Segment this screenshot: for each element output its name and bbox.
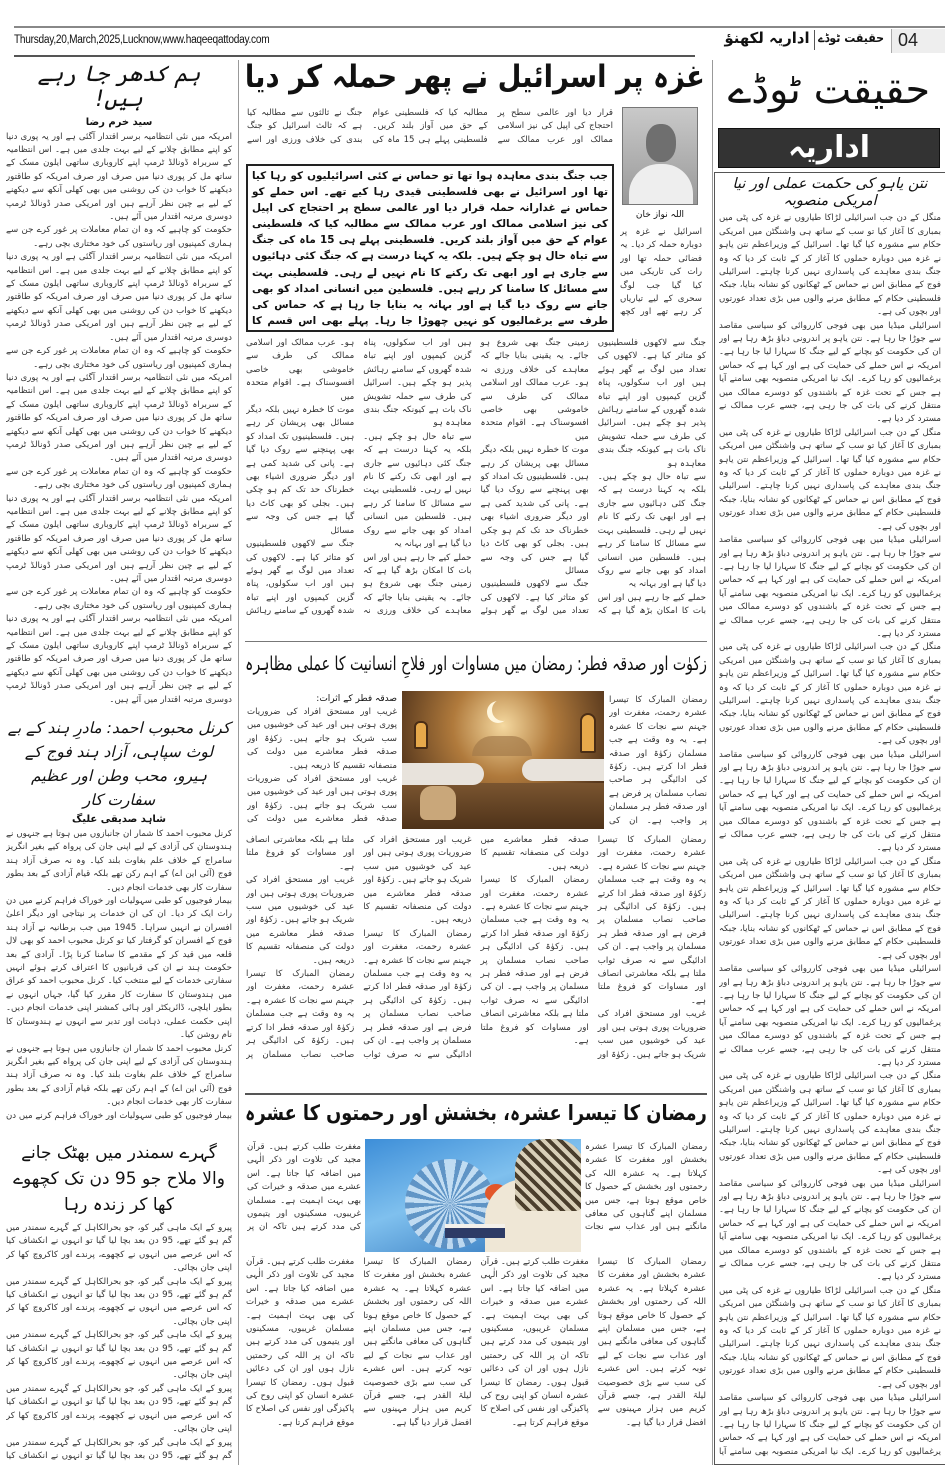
editorial-label-wrap <box>718 128 940 168</box>
zakat-subhead: صدقہ فطر کے اثرات: <box>316 694 397 704</box>
editorial-label: اداریہ <box>787 130 871 165</box>
photo-shoulders <box>629 164 693 205</box>
paragraph: مغفرت طلب کرتے ہیں۔ قرآن مجید کی تلاوت اور ذکر الٰہی میں اضافہ کیا جاتا ہے۔ اس عشرے میں صدقہ و خیرات کی بھی بہت اہمیت ہے۔ مسلمان غریبوں، مسکینوں اور یتیموں کی مدد کرتے ہیں تاکہ ان پر <box>247 1142 361 1233</box>
paragraph: پیرو کے ایک ماہی گیر کو، جو بحرالکاہل کے گہرے سمندر میں گم ہو گئے تھے، 95 دن بعد بچا لیا گیا تو انہوں نے انکشاف کیا <box>6 1437 232 1461</box>
paragraph: رمضان المبارک کا تیسرا عشرہ بخشش اور مغفرت کا عشرہ کہلاتا ہے۔ یہ عشرہ اللہ کی رحمتوں اور بخشش کے حصول کا خاص موقع ہوتا ہے، جس میں مسلمان اپنے گناہوں کی معافی مانگتے ہیں اور عذاب سے نجات کے لیے توبہ کرتے ہیں۔ اس عشرے کی سب سے بڑی خصوصیت لیلۃ القدر ہے، جسے قرآن کریم میں ہزار مہینوں سے افضل قرار دیا گیا ہے۔ <box>597 1257 706 1428</box>
zakat-image <box>402 691 604 829</box>
paragraph: منگل کے دن جب اسرائیلی لڑاکا طیاروں نے غزہ کی پٹی میں بمباری کا آغاز کیا تو سب کے ساتھ ہی واشنگٹن میں امریکی حکام سے مشورہ کیا گیا تھا۔ اسرائیل کے وزیراعظم نتن یاہو نے غزہ میں دوبارہ حملوں کا آغاز کر کے ثابت کر دیا کہ وہ جنگ بندی معاہدے کی پاسداری نہیں کرنا چاہتے۔ اسرائیلی فوج کے مطابق اس نے حماس کے ٹھکانوں کو نشانہ بنایا، جبکہ فلسطینی حکام کے مطابق مرنے والوں میں بڑی تعداد عورتوں اور بچوں کی ہے۔ <box>719 427 941 532</box>
paragraph: امریکہ میں نئی انتظامیہ برسر اقتدار آگئی ہے اور یہ پوری دنیا کو اپنے مطابق چلانے کے لیے بہت جلدی میں ہے۔ اس انتظامیہ کے سربراہ ڈونالڈ ٹرمپ اپنے کاروباری ساتھی ایلون مسک کے ساتھ مل کر پوری دنیا میں صرف اور صرف امریکہ کو طاقتور دیکھنے کا خواب دن کی روشنی میں بھی کھلی آنکھ سے دیکھنے کے لیے بے چین نظر آرہے ہیں اور امریکی صدر ڈونالڈ ٹرمپ دوسری مرتبہ اقتدار میں آئے ہیں۔ <box>6 372 232 464</box>
paragraph: امریکہ میں نئی انتظامیہ برسر اقتدار آگئی ہے اور یہ پوری دنیا کو اپنے مطابق چلانے کے لیے بہت جلدی میں ہے۔ اس انتظامیہ کے سربراہ ڈونالڈ ٹرمپ اپنے کاروباری ساتھی ایلون مسک کے ساتھ مل کر پوری دنیا میں صرف اور صرف امریکہ کو طاقتور دیکھنے کا خواب دن کی روشنی میں بھی کھلی آنکھ سے دیکھنے کے لیے بے چین نظر آرہے ہیں اور امریکی صدر ڈونالڈ ٹرمپ دوسری مرتبہ اقتدار میں آئے ہیں۔ <box>6 252 232 343</box>
paragraph: اسرائیلی میڈیا میں بھی فوجی کارروائی کو سیاسی مقاصد سے جوڑا جا رہا ہے۔ نتن یاہو پر اندرونی دباؤ بڑھ رہا ہے اور ان کی حکومت کو بچانے کے لیے جنگ کا سہارا لیا جا رہا ہے۔ امریکہ نے اس حملے کی حمایت کی ہے اور کہا ہے کہ حماس یرغمالیوں کو رہا کرے۔ ایک نیا امریکی منصوبہ بھی سامنے آیا ہے جس کے تحت غزہ کے باشندوں کو دوسرے ممالک میں منتقل کرنے کی بات کی جا رہی ہے، جسے عرب ممالک نے مسترد کر دیا ہے۔ <box>719 749 941 854</box>
paragraph: پیرو کے ایک ماہی گیر کو، جو بحرالکاہل کے گہرے سمندر میں گم ہو گئے تھے، 95 دن بعد بچا لیا گیا تو انہوں نے انکشاف کیا کہ اس عرصے میں انہوں نے کچھوے، پرندے اور کاکروچ کھا کر اپنی جان بچائی۔ <box>6 1276 232 1327</box>
paragraph: اسرائیل نے غزہ پر دوبارہ حملہ کر دیا۔ یہ فضائی حملہ تھا اور رات کی تاریکی میں کیا گیا جب لوگ سحری کے لیے تیاریاں کر رہے تھے اور کچھ <box>620 227 702 318</box>
author-photo <box>622 107 698 205</box>
article-lost-sailor <box>6 1140 232 1464</box>
paragraph: حکومت کو چاہیے کہ وہ ان تمام معاملات پر غور کرے جن سے ہماری کمپنیوں اور ریاستوں کی خود مختاری بچی رہے۔ <box>6 225 232 249</box>
paragraph: رمضان المبارک کا تیسرا عشرہ رحمت، مغفرت اور جہنم سے نجات کا عشرہ ہے۔ یہ وہ وقت ہے جب مسلمان زکوٰۃ اور صدقہ فطر ادا کرتے ہیں۔ زکوٰۃ کی ادائیگی ہر صاحب نصاب مسلمان پر <box>246 969 355 1060</box>
editorial-masthead-wrap <box>716 62 942 118</box>
paragraph: منگل کے دن جب اسرائیلی لڑاکا طیاروں نے غزہ کی پٹی میں بمباری کا آغاز کیا تو سب کے ساتھ ہی واشنگٹن میں امریکی حکام سے مشورہ کیا گیا تھا۔ اسرائیل کے وزیراعظم نتن یاہو نے غزہ میں دوبارہ حملوں کا آغاز کر کے ثابت کر دیا کہ وہ جنگ بندی معاہدے کی پاسداری نہیں کرنا چاہتے۔ اسرائیلی فوج کے مطابق اس نے حماس کے ٹھکانوں کو نشانہ بنایا، جبکہ فلسطینی حکام کے مطابق مرنے والوں میں بڑی تعداد عورتوں اور بچوں کی ہے۔ <box>719 856 941 961</box>
zakat-headline-wrap <box>245 654 707 684</box>
article-title-where-are-we-going: ہم کدھر جا رہے ہیں! <box>37 62 201 113</box>
header-divider <box>814 30 815 50</box>
paragraph: غریب اور مستحق افراد کی ضروریات پوری ہوتی ہیں اور عید کی خوشیوں میں سب شریک ہو جاتے ہیں۔ زکوٰۃ اور صدقہ فطر معاشرے میں دولت کی <box>247 774 397 825</box>
editorial-title: نتن یاہو کی حکمت عملی اور نیا امریکی منصوبہ <box>732 176 928 209</box>
crescent-icon <box>492 699 514 721</box>
paragraph: حکومت کو چاہیے کہ وہ ان تمام معاملات پر غور کرے جن سے ہماری کمپنیوں اور ریاستوں کی خود مختاری بچی رہے۔ <box>6 346 232 370</box>
paragraph: پیرو کے ایک ماہی گیر کو، جو بحرالکاہل کے گہرے سمندر میں گم ہو گئے تھے، 95 دن بعد بچا لیا گیا تو انہوں نے انکشاف کیا کہ اس عرصے میں انہوں نے کچھوے، پرندے اور کاکروچ کھا کر اپنی جان بچائی۔ <box>6 1330 232 1381</box>
ramadan-body-right <box>585 1141 707 1235</box>
paragraph: غریب اور مستحق افراد کی ضروریات پوری ہوتی ہیں اور عید کی خوشیوں میں سب شریک ہو جاتے ہیں۔ زکوٰۃ اور صدقہ فطر معاشرے میں دولت کی منصفانہ تقسیم کا ذریعہ ہیں۔ <box>363 835 472 926</box>
ramadan-headline: رمضان کا تیسرا عشرہ، بخشش اور رحمتوں کا عشرہ <box>245 1101 707 1125</box>
paragraph: منگل کے دن جب اسرائیلی لڑاکا طیاروں نے غزہ کی پٹی میں بمباری کا آغاز کیا تو سب کے ساتھ ہی واشنگٹن میں امریکی حکام سے مشورہ کیا گیا تھا۔ اسرائیل کے وزیراعظم نتن یاہو نے غزہ میں دوبارہ حملوں کا آغاز کر کے ثابت کر دیا کہ وہ جنگ بندی معاہدے کی پاسداری نہیں کرنا چاہتے۔ اسرائیلی فوج کے مطابق اس نے حماس کے ٹھکانوں کو نشانہ بنایا، جبکہ فلسطینی حکام کے مطابق مرنے والوں میں بڑی تعداد عورتوں اور بچوں کی ہے۔ <box>719 1071 941 1176</box>
dateline: Thursday,20,March,2025,Lucknow,www.haqeeqattoday.com <box>14 34 270 46</box>
article-title-lost-sailor: گہرے سمندر میں بھٹک جانے والا ملاح جو 95 دن تک کچھوے کھا کر زندہ رہا <box>13 1143 225 1215</box>
ramadan-headline-wrap <box>245 1101 707 1133</box>
page-number: 04 <box>898 30 919 50</box>
paragraph: رمضان المبارک کا تیسرا عشرہ بخشش اور مغفرت کا عشرہ کہلاتا ہے۔ یہ عشرہ اللہ کی رحمتوں اور بخشش کے حصول کا خاص موقع ہوتا ہے، جس میں مسلمان اپنے گناہوں کی معافی مانگتے ہیں اور عذاب سے نجات کے لیے توبہ کرتے ہیں۔ اس عشرے کی سب سے بڑی خصوصیت لیلۃ القدر ہے، جسے قرآن کریم میں ہزار مہینوں سے افضل قرار دیا گیا ہے۔ <box>363 1257 472 1428</box>
main-intro-columns <box>247 107 613 161</box>
highlight-text: جب جنگ بندی معاہدہ ہوا تھا تو حماس نے کئی اسرائیلیوں کو رہا کیا تھا اور اسرائیل نے بھی فلسطینی قیدی رہا کیے تھے۔ اس حملے کو حماس نے غدارانہ حملہ قرار دیا اور عالمی سطح پر احتجاج کی اپیل کی نیز اسلامی ممالک اور عرب ممالک سے مطالبہ کیا کہ فلسطینی عوام کے حق میں آواز بلند کریں۔ فلسطینی پہلے ہی 15 ماہ کی جنگ سے تباہ حال ہو چکے ہیں۔ بلکہ یہ کہنا درست ہے کہ جنگ کئی دہائیوں سے جاری ہے اور ابھی تک رکنے کا نام نہیں لے رہی۔ فلسطینی بہت سے مسائل کا سامنا کر رہے ہیں۔ فلسطین میں انسانی امداد کو بھی جانے سے روک دیا گیا ہے اور بہانہ یہ بنایا جا رہا ہے کہ حماس کی طرف سے یرغمالیوں کو نہیں چھوڑا جا رہا۔ پہلے بھی اس قسم کا <box>252 170 608 327</box>
paragraph: جنگ سے لاکھوں فلسطینیوں کو متاثر کیا ہے۔ لاکھوں کی تعداد میں لوگ بے گھر ہوئے ہیں اور اب سکولوں، پناہ گزین کیمپوں اور اپنے تباہ شدہ گھروں کے سامنے رہائش پذیر ہو چکے ہیں۔ اسرائیل کی طرف سے حملہ تشویش ناک بات ہے کیونکہ جنگ بندی معاہدہ ہو <box>597 338 706 469</box>
paragraph: کرنل محبوب احمد کا شمار ان جانبازوں میں ہوتا ہے جنہوں نے ہندوستان کی آزادی کے لیے اپنی جان کی پرواہ کیے بغیر انگریز سامراج کے خلاف علم بغاوت بلند کیا۔ وہ نہ صرف آزاد ہند فوج (آئی این اے) کے اہم رکن تھے بلکہ قیام آزادی کے بعد بطور سفارت کار بھی خدمات انجام دیں۔ <box>6 829 232 893</box>
main-headline: غزہ پر اسرائیل نے پھر حملہ کر دیا <box>245 59 705 95</box>
paragraph: حملے کیے جا رہے ہیں اور اس بات کا امکان بڑھ گیا ہے کہ زمینی جنگ بھی شروع ہو جائے۔ یہ یقینی بنایا جائے کہ معاہدے کی خلاف ورزی نہ ہو۔ عرب ممالک اور اسلامی ممالک کی طرف سے خاموشی بھی خاصی افسوسناک ہے۔ اقوام متحدہ میں <box>246 338 472 617</box>
paragraph: رمضان المبارک کا تیسرا عشرہ رحمت، مغفرت اور جہنم سے نجات کا عشرہ ہے۔ یہ وہ وقت ہے جب مسلمان زکوٰۃ اور صدقہ فطر ادا کرتے ہیں۔ زکوٰۃ کی ادائیگی ہر صاحب نصاب مسلمان پر فرض ہے اور صدقہ فطر ہر مسلمان پر واجب ہے۔ ان کی <box>609 695 707 826</box>
top-rule <box>14 26 945 28</box>
paragraph: رمضان المبارک کا تیسرا عشرہ رحمت، مغفرت اور جہنم سے نجات کا عشرہ ہے۔ یہ وہ وقت ہے جب مسلمان زکوٰۃ اور صدقہ فطر ادا کرتے ہیں۔ زکوٰۃ کی ادائیگی ہر صاحب نصاب مسلمان پر فرض ہے اور صدقہ فطر ہر مسلمان پر واجب ہے۔ ان کی ادائیگی سے نہ صرف ثواب ملتا ہے بلکہ معاشرتی انصاف اور مساوات کو فروغ ملتا ہے۔ <box>597 835 706 1006</box>
column-divider-left <box>238 60 239 1465</box>
editorial-article <box>719 176 941 1460</box>
ramadan-body-left <box>247 1141 361 1235</box>
mosque-silhouette <box>472 736 532 756</box>
paragraph: مغفرت طلب کرتے ہیں۔ قرآن مجید کی تلاوت اور ذکر الٰہی میں اضافہ کیا جاتا ہے۔ اس عشرے میں صدقہ و خیرات کی بھی بہت اہمیت ہے۔ مسلمان غریبوں، مسکینوں اور یتیموں کی مدد کرتے ہیں تاکہ ان پر اللہ کی رحمتیں نازل ہوں اور ان کی دعائیں قبول ہوں۔ رمضان کا تیسرا عشرہ انسان کو اپنی روح کی پاکیزگی اور نفس کی اصلاح کا موقع فراہم کرتا ہے۔ <box>246 1257 355 1428</box>
paragraph: پیرو کے ایک ماہی گیر کو، جو بحرالکاہل کے گہرے سمندر میں گم ہو گئے تھے، 95 دن بعد بچا لیا گیا تو انہوں نے انکشاف کیا کہ اس عرصے میں انہوں نے کچھوے، پرندے اور کاکروچ کھا کر اپنی جان بچائی۔ <box>6 1383 232 1435</box>
hand-right <box>522 759 604 781</box>
zakat-body-left <box>247 706 397 827</box>
paragraph: حکومت کو چاہیے کہ وہ ان تمام معاملات پر غور کرے جن سے ہماری کمپنیوں اور ریاستوں کی خود مختاری بچی رہے۔ <box>6 466 232 491</box>
paragraph: امریکہ میں نئی انتظامیہ برسر اقتدار آگئی ہے اور یہ پوری دنیا کو اپنے مطابق چلانے کے لیے بہت جلدی میں ہے۔ اس انتظامیہ کے سربراہ ڈونالڈ ٹرمپ اپنے کاروباری ساتھی ایلون مسک کے ساتھ مل کر پوری دنیا میں صرف اور صرف امریکہ کو طاقتور دیکھنے کا خواب دن کی روشنی میں بھی کھلی آنکھ سے دیکھنے کے لیے بے چین نظر آرہے ہیں اور امریکی صدر ڈونالڈ ٹرمپ دوسری مرتبہ اقتدار میں آئے ہیں۔ <box>6 131 232 223</box>
paragraph: کرنل محبوب احمد کا شمار ان جانبازوں میں ہوتا ہے جنہوں نے ہندوستان کی آزادی کے لیے اپنی جان کی پرواہ کیے بغیر انگریز سامراج کے خلاف علم بغاوت بلند کیا۔ وہ نہ صرف آزاد ہند فوج (آئی این اے) کے اہم رکن تھے بلکہ قیام آزادی کے بعد بطور سفارت کار بھی خدمات انجام دیں۔ <box>6 1043 232 1108</box>
section-rule <box>245 641 707 642</box>
article-body <box>6 1222 232 1463</box>
header-paper-logo: حقیقت ٹوڈے <box>818 31 884 45</box>
article-body <box>6 131 232 707</box>
paragraph: پیرو کے ایک ماہی گیر کو، جو بحرالکاہل کے گہرے سمندر میں گم ہو گئے تھے، 95 دن بعد بچا لیا گیا تو انہوں نے انکشاف کیا کہ اس عرصے میں انہوں نے کچھوے، پرندے اور کاکروچ کھا کر اپنی جان بچائی۔ <box>6 1223 232 1274</box>
paragraph: منگل کے دن جب اسرائیلی لڑاکا طیاروں نے غزہ کی پٹی میں بمباری کا آغاز کیا تو سب کے ساتھ ہی واشنگٹن میں امریکی حکام سے مشورہ کیا گیا تھا۔ اسرائیل کے وزیراعظم نتن یاہو نے غزہ میں دوبارہ حملوں کا آغاز کر کے ثابت کر دیا کہ وہ جنگ بندی معاہدے کی پاسداری نہیں کرنا چاہتے۔ اسرائیلی فوج کے مطابق اس نے حماس کے ٹھکانوں کو نشانہ بنایا، جبکہ فلسطینی حکام کے مطابق مرنے والوں میں بڑی تعداد عورتوں اور بچوں کی ہے۔ <box>719 642 941 747</box>
main-top-rule <box>250 55 695 57</box>
paragraph: سے تباہ حال ہو چکے ہیں۔ بلکہ یہ کہنا درست ہے کہ جنگ کئی دہائیوں سے جاری ہے اور ابھی تک رکنے کا نام نہیں لے رہی۔ فلسطینی بہت سے مسائل کا سامنا کر رہے ہیں۔ فلسطین میں انسانی امداد کو بھی جانے سے روک دیا گیا ہے اور بہانہ یہ <box>597 472 706 590</box>
column-divider-right <box>712 60 713 1465</box>
zakat-headline: زکوٰت اور صدقہ فطر: رمضان میں مساوات اور فلاحِ انسانیت کا عملی مظاہرہ <box>245 653 707 675</box>
paragraph: جنگ سے لاکھوں فلسطینیوں کو متاثر کیا ہے۔ لاکھوں کی تعداد میں لوگ بے گھر ہوئے ہیں اور اب سکولوں، پناہ گزین کیمپوں اور اپنے تباہ شدہ گھروں کے سامنے رہائش پذیر ہو چکے ہیں۔ اسرائیل کی طرف سے حملہ تشویش ناک بات ہے کیونکہ جنگ بندی معاہدہ ہو <box>363 338 589 617</box>
photo-head <box>646 124 676 162</box>
lantern-icon <box>414 721 428 749</box>
paragraph: اسرائیلی میڈیا میں بھی فوجی کارروائی کو سیاسی مقاصد سے جوڑا جا رہا ہے۔ نتن یاہو پر اندرونی دباؤ بڑھ رہا ہے اور ان کی حکومت کو بچانے کے لیے جنگ کا سہارا لیا جا رہا ہے۔ امریکہ نے اس حملے کی حمایت کی ہے اور کہا ہے کہ حماس یرغمالیوں کو رہا کرے۔ ایک نیا امریکی منصوبہ بھی سامنے آیا ہے جس کے تحت غزہ کے باشندوں کو دوسرے ممالک میں منتقل کرنے کی بات کی جا رہی ہے، جسے عرب ممالک نے مسترد کر دیا ہے۔ <box>719 320 941 425</box>
paragraph: بیمار فوجیوں کو طبی سہولیات اور خوراک فراہم کرنے میں دن رات ایک کر دیا۔ ان کی ان خدمات پر نیتاجی اور دیگر اعلیٰ افسران نے انہیں سراہا۔ 1945 میں جب برطانیہ نے آزاد ہند فوج کے افسران کو گرفتار کیا تو کرنل محبوب احمد کو بھی لال قلعہ میں قید کر کے مقدمے کا سامنا کرنا پڑا۔ آزادی کے بعد حکومت ہند نے ان کی قربانیوں کا اعتراف کرتے ہوئے انہیں سفارتی خدمات کے لیے منتخب کیا۔ کرنل محبوب احمد کو عراق میں ہندوستان کا سفارت کار مقرر کیا گیا، جہاں انہوں نے بطور ایلچی، ڈائریکٹر اور ہائی کمشنر اپنی خدمات انجام دیں۔ اپنی حکمت عملی، ذہانت اور تدبر سے انہوں نے ہندوستان کا نام روشن کیا۔ <box>6 896 232 1041</box>
main-body-columns <box>246 337 706 632</box>
paragraph: سے تباہ حال ہو چکے ہیں۔ بلکہ یہ کہنا درست ہے کہ جنگ کئی دہائیوں سے جاری ہے اور ابھی تک رکنے کا نام نہیں لے رہی۔ فلسطینی بہت سے مسائل کا سامنا کر رہے ہیں۔ فلسطین میں انسانی امداد کو بھی جانے سے روک دیا گیا ہے اور بہانہ یہ <box>363 431 472 550</box>
ramadan-image <box>365 1139 581 1252</box>
paragraph: غریب اور مستحق افراد کی ضروریات پوری ہوتی ہیں اور عید کی خوشیوں میں سب شریک ہو جاتے ہیں۔ زکوٰۃ اور صدقہ فطر معاشرے میں دولت کی منصفانہ تقسیم کا ذریعہ ہیں۔ <box>246 875 355 966</box>
paragraph: غریب اور مستحق افراد کی ضروریات پوری ہوتی ہیں اور عید کی خوشیوں میں سب شریک ہو جاتے ہیں۔ زکوٰۃ اور صدقہ فطر معاشرے میں دولت کی منصفانہ تقسیم کا ذریعہ ہیں۔ <box>247 707 397 771</box>
article-colonel-mehboob-ahmad <box>6 716 232 1134</box>
paragraph: رمضان المبارک کا تیسرا عشرہ رحمت، مغفرت اور جہنم سے نجات کا عشرہ ہے۔ یہ وہ وقت ہے جب مسلمان زکوٰۃ اور صدقہ فطر ادا کرتے ہیں۔ زکوٰۃ کی ادائیگی ہر صاحب نصاب مسلمان پر فرض ہے اور صدقہ فطر ہر مسلمان پر واجب ہے۔ ان کی ادائیگی سے نہ صرف ثواب ملتا ہے بلکہ معاشرتی انصاف اور مساوات کو فروغ ملتا ہے۔ <box>246 835 472 1060</box>
paragraph: اسرائیلی میڈیا میں بھی فوجی کارروائی کو سیاسی مقاصد سے جوڑا جا رہا ہے۔ نتن یاہو پر اندرونی دباؤ بڑھ رہا ہے اور ان کی حکومت کو بچانے کے لیے جنگ کا سہارا لیا جا رہا ہے۔ امریکہ نے اس حملے کی حمایت کی ہے اور کہا ہے کہ حماس یرغمالیوں کو رہا کرے۔ ایک نیا امریکی منصوبہ بھی سامنے آیا ہے جس کے تحت غزہ کے باشندوں کو دوسرے ممالک میں منتقل کرنے کی بات کی جا رہی ہے، جسے عرب ممالک نے مسترد کر دیا ہے۔ <box>719 535 941 639</box>
quran-book <box>445 1224 505 1238</box>
paragraph: حملے کیے جا رہے ہیں اور اس بات کا امکان بڑھ گیا ہے کہ زمینی جنگ بھی شروع ہو جائے۔ یہ یقینی بنایا جائے کہ معاہدے کی خلاف ورزی نہ ہو۔ عرب ممالک اور اسلامی ممالک کی طرف سے خاموشی بھی خاصی افسوسناک ہے۔ اقوام متحدہ میں <box>480 338 706 617</box>
highlight-box <box>246 164 614 332</box>
zakat-left-block <box>247 693 397 829</box>
editorial-body <box>719 212 941 1458</box>
header-paper-logo-wrap <box>818 32 884 46</box>
paragraph: بیمار فوجیوں کو طبی سہولیات اور خوراک فراہم کرنے میں دن <box>6 1110 232 1121</box>
paragraph: امریکہ میں نئی انتظامیہ برسر اقتدار آگئی ہے اور یہ پوری دنیا کو اپنے مطابق چلانے کے لیے بہت جلدی میں ہے۔ اس انتظامیہ کے سربراہ ڈونالڈ ٹرمپ اپنے کاروباری ساتھی ایلون مسک کے ساتھ مل کر پوری دنیا میں صرف اور صرف امریکہ کو طاقتور دیکھنے کا خواب دن کی روشنی میں بھی کھلی آنکھ سے دیکھنے کے لیے بے چین نظر آرہے ہیں اور امریکی صدر ڈونالڈ ٹرمپ دوسری مرتبہ اقتدار میں آئے ہیں۔ <box>6 614 232 705</box>
lantern-icon <box>580 713 596 753</box>
section-name-wrap <box>725 30 810 47</box>
paragraph: رمضان المبارک کا تیسرا عشرہ رحمت، مغفرت اور جہنم سے نجات کا عشرہ ہے۔ یہ وہ وقت ہے جب مسلمان زکوٰۃ اور صدقہ فطر ادا کرتے ہیں۔ زکوٰۃ کی ادائیگی ہر صاحب نصاب مسلمان پر فرض ہے اور صدقہ فطر ہر مسلمان پر واجب ہے۔ ان کی ادائیگی سے نہ صرف ثواب ملتا ہے بلکہ معاشرتی انصاف اور مساوات کو فروغ ملتا ہے۔ <box>480 875 589 1047</box>
praying-man-headscarf <box>515 1139 581 1211</box>
article-title-colonel-mehboob-ahmad: کرنل محبوب احمد: مادرِ ہند کے بے لوث سپاہی، آزاد ہند فوج کے ہیرو، محب وطن اور عظیم سفارت کار <box>7 719 231 809</box>
paragraph: حکومت کو چاہیے کہ وہ ان تمام معاملات پر غور کرے جن سے ہماری کمپنیوں اور ریاستوں کی خود مختاری بچی رہے۔ <box>6 587 232 611</box>
paragraph: منگل کے دن جب اسرائیلی لڑاکا طیاروں نے غزہ کی پٹی میں بمباری کا آغاز کیا تو سب کے ساتھ ہی واشنگٹن میں امریکی حکام سے مشورہ کیا گیا تھا۔ اسرائیل کے وزیراعظم نتن یاہو نے غزہ میں دوبارہ حملوں کا آغاز کر کے ثابت کر دیا کہ وہ جنگ بندی معاہدے کی پاسداری نہیں کرنا چاہتے۔ اسرائیلی فوج کے مطابق اس نے حماس کے ٹھکانوں کو نشانہ بنایا، جبکہ فلسطینی حکام کے مطابق مرنے والوں میں بڑی تعداد عورتوں اور بچوں کی ہے۔ <box>719 213 941 318</box>
paragraph: اسرائیلی میڈیا میں بھی فوجی کارروائی کو سیاسی مقاصد سے جوڑا جا رہا ہے۔ نتن یاہو پر اندرونی دباؤ بڑھ رہا ہے اور ان کی حکومت کو بچانے کے لیے جنگ کا سہارا لیا جا رہا ہے۔ امریکہ نے اس حملے کی حمایت کی ہے اور کہا ہے کہ حماس یرغمالیوں کو رہا کرے۔ ایک نیا امریکی منصوبہ بھی سامنے آیا ہے جس کے تحت غزہ کے باشندوں کو دوسرے ممالک میں منتقل کرنے کی بات کی جا رہی ہے، جسے عرب ممالک نے مسترد کر دیا ہے۔ <box>719 1178 941 1283</box>
main-headline-wrap <box>245 60 705 102</box>
paragraph: موت کا خطرہ نہیں بلکہ دیگر مسائل بھی پریشان کر رہے ہیں۔ فلسطینیوں تک امداد کو بھی پہنچنے سے روک دیا گیا ہے۔ پانی کی شدید کمی ہے اور دیگر ضروری اشیاء بھی خطرناک حد تک کم ہو چکی ہیں۔ بجلی کو بھی کاٹ دیا گیا ہے جس کی وجہ سے مسائل <box>246 405 355 536</box>
editorial-masthead: حقیقت ٹوڈے <box>727 67 931 113</box>
paragraph: غریب اور مستحق افراد کی ضروریات پوری ہوتی ہیں اور عید کی خوشیوں میں سب شریک ہو جاتے ہیں۔ زکوٰۃ اور صدقہ فطر معاشرے میں دولت کی منصفانہ تقسیم کا ذریعہ ہیں۔ <box>480 835 706 1060</box>
hand-left <box>402 763 484 785</box>
article-author: سید خرم رضا <box>85 116 153 128</box>
zakat-body-right <box>609 694 707 828</box>
paragraph: رمضان المبارک کا تیسرا عشرہ بخشش اور مغفرت کا عشرہ کہلاتا ہے۔ یہ عشرہ اللہ کی رحمتوں اور بخشش کے حصول کا خاص موقع ہوتا ہے، جس میں مسلمان اپنے گناہوں کی معافی مانگتے ہیں اور عذاب سے نجات <box>585 1142 707 1233</box>
paragraph: اسرائیلی میڈیا میں بھی فوجی کارروائی کو سیاسی مقاصد سے جوڑا جا رہا ہے۔ نتن یاہو پر اندرونی دباؤ بڑھ رہا ہے اور ان کی حکومت کو بچانے کے لیے جنگ کا سہارا لیا جا رہا ہے۔ امریکہ نے اس حملے کی حمایت کی ہے اور کہا ہے کہ حماس یرغمالیوں کو رہا کرے۔ ایک نیا امریکی منصوبہ بھی سامنے آیا ہے جس کے تحت غزہ کے باشندوں کو دوسرے ممالک میں منتقل کرنے کی بات کی جا رہی ہے، جسے عرب ممالک نے مسترد کر دیا ہے۔ <box>719 964 941 1068</box>
paragraph: مغفرت طلب کرتے ہیں۔ قرآن مجید کی تلاوت اور ذکر الٰہی میں اضافہ کیا جاتا ہے۔ اس عشرے میں صدقہ و خیرات کی بھی بہت اہمیت ہے۔ مسلمان غریبوں، مسکینوں اور یتیموں کی مدد کرتے ہیں تاکہ ان پر اللہ کی رحمتیں نازل ہوں اور ان کی دعائیں قبول ہوں۔ رمضان کا تیسرا عشرہ انسان کو اپنی روح کی پاکیزگی اور نفس کی اصلاح کا موقع فراہم کرتا ہے۔ <box>480 1257 589 1428</box>
section-rule <box>245 1093 707 1095</box>
paragraph: قرار دیا اور عالمی سطح پر احتجاج کی اپیل کی نیز اسلامی ممالک اور عرب ممالک سے مطالبہ کیا کہ فلسطینی عوام کے حق میں آواز بلند کریں۔ فلسطینی پہلے ہی 15 ماہ کی جنگ نے ثالثوں سے مطالبہ کیا ہے کہ ثالث اسرائیل کو جنگ بندی کی خلاف ورزی اور اسے <box>247 108 613 145</box>
grain-sack <box>420 786 456 820</box>
paragraph: اسرائیلی میڈیا میں بھی فوجی کارروائی کو سیاسی مقاصد سے جوڑا جا رہا ہے۔ نتن یاہو پر اندرونی دباؤ بڑھ رہا ہے اور ان کی حکومت کو بچانے کے لیے جنگ کا سہارا لیا جا رہا ہے۔ امریکہ نے اس حملے کی حمایت کی ہے اور کہا ہے کہ حماس یرغمالیوں کو رہا کرے۔ ایک نیا امریکی منصوبہ بھی سامنے آیا <box>719 1393 941 1457</box>
zakat-body-columns <box>246 834 706 1075</box>
article-where-are-we-going <box>6 60 232 712</box>
paragraph: جنگ سے لاکھوں فلسطینیوں کو متاثر کیا ہے۔ لاکھوں کی تعداد میں لوگ بے گھر ہوئے ہیں اور اب سکولوں، پناہ گزین کیمپوں اور اپنے تباہ شدہ گھروں کے سامنے رہائش <box>246 539 355 617</box>
paragraph: امریکہ میں نئی انتظامیہ برسر اقتدار آگئی ہے اور یہ پوری دنیا کو اپنے مطابق چلانے کے لیے بہت جلدی میں ہے۔ اس انتظامیہ کے سربراہ ڈونالڈ ٹرمپ اپنے کاروباری ساتھی ایلون مسک کے ساتھ مل کر پوری دنیا میں صرف اور صرف امریکہ کو طاقتور دیکھنے کا خواب دن کی روشنی میں بھی کھلی آنکھ سے دیکھنے کے لیے بے چین نظر آرہے ہیں اور امریکی صدر ڈونالڈ ٹرمپ دوسری مرتبہ اقتدار میں آئے ہیں۔ <box>6 493 232 584</box>
photo-caption: اللہ نواز خان <box>635 210 685 220</box>
article-body <box>6 828 232 1123</box>
main-intro-sidebar <box>620 226 702 320</box>
ramadan-body-columns <box>246 1256 706 1457</box>
article-author: شاہد صدیقی علیگ <box>72 814 166 825</box>
paragraph: منگل کے دن جب اسرائیلی لڑاکا طیاروں نے غزہ کی پٹی میں بمباری کا آغاز کیا تو سب کے ساتھ ہی واشنگٹن میں امریکی حکام سے مشورہ کیا گیا تھا۔ اسرائیل کے وزیراعظم نتن یاہو نے غزہ میں دوبارہ حملوں کا آغاز کر کے ثابت کر دیا کہ وہ جنگ بندی معاہدے کی پاسداری نہیں کرنا چاہتے۔ اسرائیلی فوج کے مطابق اس نے حماس کے ٹھکانوں کو نشانہ بنایا، جبکہ فلسطینی حکام کے مطابق مرنے والوں میں بڑی تعداد عورتوں اور بچوں کی ہے۔ <box>719 1285 941 1390</box>
paragraph: موت کا خطرہ نہیں بلکہ دیگر مسائل بھی پریشان کر رہے ہیں۔ فلسطینیوں تک امداد کو بھی پہنچنے سے روک دیا گیا ہے۔ پانی کی شدید کمی ہے اور دیگر ضروری اشیاء بھی خطرناک حد تک کم ہو چکی ہیں۔ بجلی کو بھی کاٹ دیا گیا ہے جس کی وجہ سے مسائل <box>480 445 589 576</box>
section-name: اداریہ لکھنؤ <box>724 29 810 47</box>
